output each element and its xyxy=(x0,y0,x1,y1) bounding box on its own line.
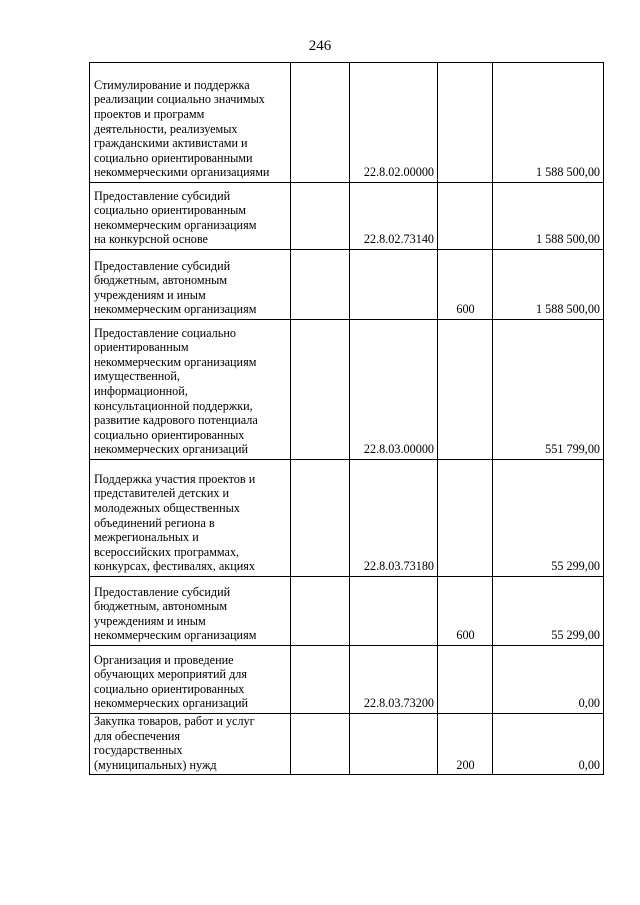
row-sum-cell: 55 299,00 xyxy=(493,460,604,577)
row-name-cell: Предоставление субсидий бюджетным, автономным учреждениям и иным некоммерческим организациям xyxy=(90,250,291,320)
table-row xyxy=(90,320,604,460)
row-dept-cell xyxy=(291,250,350,320)
row-sum-cell: 551 799,00 xyxy=(493,320,604,460)
row-code-cell: 22.8.02.00000 xyxy=(350,63,438,183)
row-sum-cell: 55 299,00 xyxy=(493,577,604,646)
row-dept-cell xyxy=(291,320,350,460)
row-sum-cell: 1 588 500,00 xyxy=(493,63,604,183)
row-dept-cell xyxy=(291,183,350,250)
row-dept-cell xyxy=(291,714,350,775)
row-name-cell: Закупка товаров, работ и услуг для обеспечения государственных (муниципальных) нужд xyxy=(90,714,291,775)
row-type-cell: 600 xyxy=(438,577,493,646)
row-type-cell xyxy=(438,460,493,577)
row-type-cell xyxy=(438,63,493,183)
table-row xyxy=(90,646,604,714)
row-name-cell: Предоставление субсидий бюджетным, автономным учреждениям и иным некоммерческим организациям xyxy=(90,577,291,646)
row-name-cell: Предоставление социально ориентированным некоммерческим организациям имущественной, информационной, консультационной поддержки, развитие кадрового потенциала социально ориентированных некоммерческих организаций xyxy=(90,320,291,460)
row-dept-cell xyxy=(291,646,350,714)
row-sum-cell: 0,00 xyxy=(493,714,604,775)
row-type-cell xyxy=(438,646,493,714)
page-number: 246 xyxy=(308,38,332,54)
row-name-cell: Поддержка участия проектов и представителей детских и молодежных общественных объединений региона в межрегиональных и всероссийских программах, конкурсах, фестивалях, акциях xyxy=(90,460,291,577)
budget-table xyxy=(89,62,604,775)
row-sum-cell: 1 588 500,00 xyxy=(493,250,604,320)
row-code-cell: 22.8.03.73200 xyxy=(350,646,438,714)
table-row xyxy=(90,577,604,646)
row-type-cell: 600 xyxy=(438,250,493,320)
row-dept-cell xyxy=(291,63,350,183)
table-row xyxy=(90,63,604,183)
row-code-cell xyxy=(350,714,438,775)
row-sum-cell: 1 588 500,00 xyxy=(493,183,604,250)
row-dept-cell xyxy=(291,460,350,577)
row-code-cell: 22.8.03.00000 xyxy=(350,320,438,460)
row-code-cell xyxy=(350,577,438,646)
row-dept-cell xyxy=(291,577,350,646)
table-row xyxy=(90,460,604,577)
row-code-cell xyxy=(350,250,438,320)
table-row xyxy=(90,714,604,775)
table-row xyxy=(90,250,604,320)
row-name-cell: Организация и проведение обучающих мероприятий для социально ориентированных некоммерческих организаций xyxy=(90,646,291,714)
row-code-cell: 22.8.02.73140 xyxy=(350,183,438,250)
row-type-cell: 200 xyxy=(438,714,493,775)
row-type-cell xyxy=(438,183,493,250)
table-row xyxy=(90,183,604,250)
row-type-cell xyxy=(438,320,493,460)
row-name-cell: Предоставление субсидий социально ориентированным некоммерческим организациям на конкурсной основе xyxy=(90,183,291,250)
row-code-cell: 22.8.03.73180 xyxy=(350,460,438,577)
row-sum-cell: 0,00 xyxy=(493,646,604,714)
row-name-cell: Стимулирование и поддержка реализации социально значимых проектов и программ деятельности, реализуемых гражданскими активистами и социально ориентированными некоммерческими организациями xyxy=(90,63,291,183)
